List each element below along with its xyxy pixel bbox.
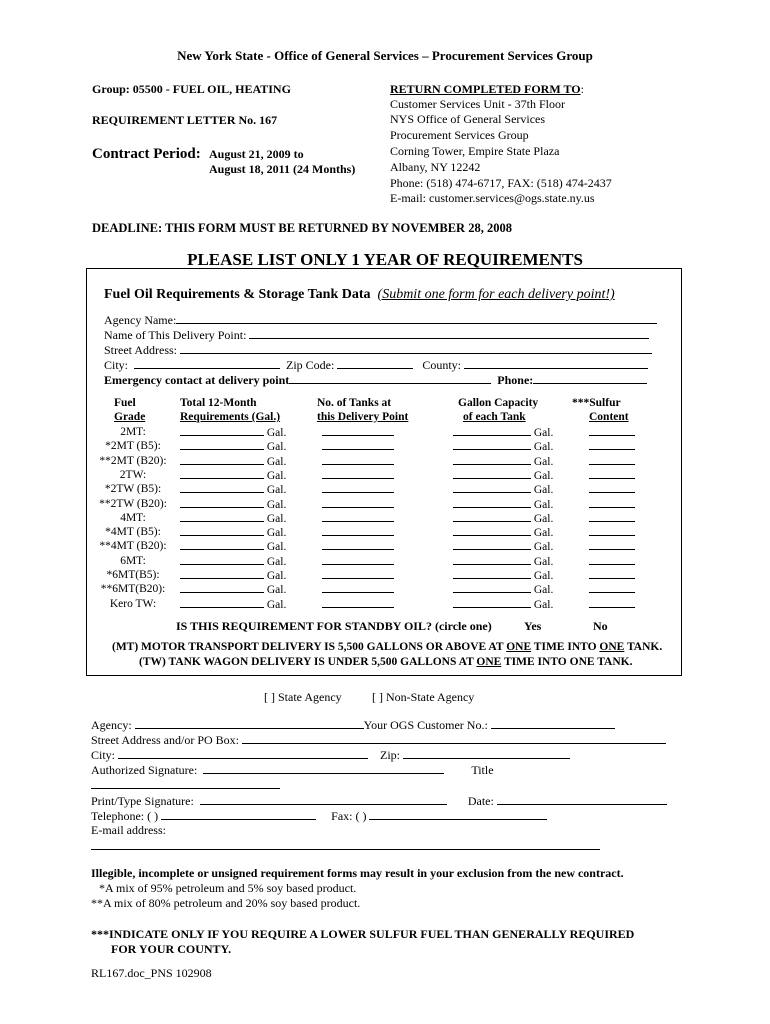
tank-count-cell <box>322 511 394 526</box>
tank-capacity-field[interactable] <box>453 539 531 550</box>
state-agency-checkbox[interactable]: [ ] State Agency <box>264 690 342 704</box>
col-tanks-2: this Delivery Point <box>317 411 409 423</box>
total-requirement-cell <box>180 568 286 583</box>
total-requirement-cell <box>180 497 286 512</box>
email-field[interactable] <box>91 838 600 850</box>
sulfur-content-field[interactable] <box>589 425 635 436</box>
signature-field[interactable] <box>203 762 444 774</box>
col-capacity-1: Gallon Capacity <box>458 397 539 409</box>
total-gal-unit: Gal. <box>266 599 287 611</box>
title-label: Title <box>471 763 494 777</box>
fuel-grade-row <box>0 497 770 511</box>
sulfur-content-field[interactable] <box>589 497 635 508</box>
sulfur-content-field[interactable] <box>589 597 635 608</box>
total-gal-unit: Gal. <box>266 541 287 553</box>
return-line: Customer Services Unit - 37th Floor <box>390 97 565 111</box>
customer-no-label: Your OGS Customer No.: <box>363 718 488 732</box>
sulfur-content-cell <box>589 497 635 512</box>
capacity-gal-unit: Gal. <box>533 441 554 453</box>
tank-count-field[interactable] <box>322 425 394 436</box>
tank-count-cell <box>322 597 394 612</box>
tank-count-cell <box>322 454 394 469</box>
mt-one-b: ONE <box>599 641 625 653</box>
capacity-gal-unit: Gal. <box>533 470 554 482</box>
total-requirement-field[interactable] <box>180 539 264 550</box>
tank-capacity-field[interactable] <box>453 525 531 536</box>
tank-capacity-field[interactable] <box>453 454 531 465</box>
mt-definition-b: TIME INTO <box>531 641 600 653</box>
box-title-text: Fuel Oil Requirements & Storage Tank Data <box>104 287 371 302</box>
total-gal-unit: Gal. <box>266 556 287 568</box>
total-requirement-field[interactable] <box>180 468 264 479</box>
contract-to: August 18, 2011 (24 Months) <box>209 162 356 176</box>
fuel-grade-row <box>0 482 770 496</box>
print-signature-label: Print/Type Signature: <box>91 794 194 808</box>
tank-count-field[interactable] <box>322 525 394 536</box>
total-requirement-field[interactable] <box>180 439 264 450</box>
capacity-gal-unit: Gal. <box>533 599 554 611</box>
sulfur-content-cell <box>589 454 635 469</box>
agency-name-row <box>104 312 657 328</box>
tank-count-field[interactable] <box>322 454 394 465</box>
sulfur-content-cell <box>589 539 635 554</box>
city-label: City: <box>104 358 129 372</box>
total-requirement-field[interactable] <box>180 582 264 593</box>
tank-count-field[interactable] <box>322 511 394 522</box>
grade-label: *2MT (B5): <box>105 440 161 452</box>
fuel-grade-row <box>0 468 770 482</box>
grade-label: 2MT: <box>120 426 146 438</box>
return-heading <box>390 82 584 97</box>
total-gal-unit: Gal. <box>266 584 287 596</box>
date-label: Date: <box>467 794 494 808</box>
total-requirement-cell <box>180 439 286 454</box>
grade-label: 2TW: <box>119 469 147 481</box>
tank-count-field[interactable] <box>322 468 394 479</box>
street-field[interactable] <box>180 342 652 354</box>
tank-capacity-cell <box>453 597 553 612</box>
return-heading-text: RETURN COMPLETED FORM TO <box>390 82 581 96</box>
col-sulfur-2: Content <box>589 411 629 423</box>
page-title: New York State - Office of General Services – Procurement Services Group <box>177 48 593 63</box>
total-requirement-field[interactable] <box>180 497 264 508</box>
total-requirement-cell <box>180 539 286 554</box>
grade-label: Kero TW: <box>109 598 157 610</box>
fuel-grade-row <box>0 597 770 611</box>
title-field[interactable] <box>91 777 280 789</box>
sulfur-content-cell <box>589 482 635 497</box>
tank-count-field[interactable] <box>322 497 394 508</box>
capacity-gal-unit: Gal. <box>533 456 554 468</box>
tank-capacity-cell <box>453 582 553 597</box>
capacity-gal-unit: Gal. <box>533 484 554 496</box>
sulfur-note-1: ***INDICATE ONLY IF YOU REQUIRE A LOWER SULFUR FUEL THAN GENERALLY REQUIRED <box>91 927 635 941</box>
sulfur-content-field[interactable] <box>589 568 635 579</box>
tw-definition <box>139 655 632 670</box>
tank-capacity-field[interactable] <box>453 482 531 493</box>
total-requirement-field[interactable] <box>180 568 264 579</box>
contact-zip-label: Zip: <box>380 748 401 762</box>
tank-count-cell <box>322 525 394 540</box>
col-sulfur-1: ***Sulfur <box>572 397 621 409</box>
total-requirement-field[interactable] <box>180 525 264 536</box>
total-gal-unit: Gal. <box>266 513 287 525</box>
tank-capacity-field[interactable] <box>453 568 531 579</box>
sulfur-content-cell <box>589 425 635 440</box>
total-requirement-field[interactable] <box>180 482 264 493</box>
contract-period-label: Contract Period: <box>92 146 201 162</box>
total-requirement-cell <box>180 525 286 540</box>
capacity-gal-unit: Gal. <box>533 513 554 525</box>
contact-city-field[interactable] <box>118 747 368 759</box>
sulfur-content-cell <box>589 554 635 569</box>
total-requirement-field[interactable] <box>180 454 264 465</box>
customer-no-field[interactable] <box>491 717 615 729</box>
b5-note: *A mix of 95% petroleum and 5% soy based product. <box>99 881 357 895</box>
total-requirement-field[interactable] <box>180 554 264 565</box>
tank-count-cell <box>322 582 394 597</box>
box-title <box>104 286 615 303</box>
grade-label: *6MT(B5): <box>106 569 160 581</box>
fax-field[interactable] <box>369 808 547 820</box>
tank-count-cell <box>322 468 394 483</box>
total-requirement-field[interactable] <box>180 597 264 608</box>
non-state-agency-checkbox[interactable]: [ ] Non-State Agency <box>372 690 475 704</box>
email-row <box>91 838 600 854</box>
signature-row <box>91 762 494 778</box>
agency-label: Agency: <box>91 718 132 732</box>
agency-row <box>91 717 615 733</box>
fuel-grade-row <box>0 525 770 539</box>
standby-question: IS THIS REQUIREMENT FOR STANDBY OIL? (circle one) <box>176 619 492 633</box>
fuel-grade-row <box>0 539 770 553</box>
tank-count-cell <box>322 425 394 440</box>
tank-capacity-field[interactable] <box>453 468 531 479</box>
sulfur-content-field[interactable] <box>589 468 635 479</box>
city-row <box>104 357 648 373</box>
agency-field[interactable] <box>135 717 364 729</box>
print-signature-row <box>91 793 667 809</box>
capacity-gal-unit: Gal. <box>533 556 554 568</box>
col-total-2: Requirements (Gal.) <box>180 411 281 423</box>
fax-label: Fax: ( ) <box>331 809 367 823</box>
grade-label: *4MT (B5): <box>105 526 161 538</box>
tw-definition-a: (TW) TANK WAGON DELIVERY IS UNDER 5,500 GALLONS AT <box>139 656 477 668</box>
sulfur-content-cell <box>589 468 635 483</box>
tank-capacity-field[interactable] <box>453 497 531 508</box>
fuel-grade-row <box>0 554 770 568</box>
tank-capacity-field[interactable] <box>453 511 531 522</box>
tank-count-field[interactable] <box>322 439 394 450</box>
total-gal-unit: Gal. <box>266 527 287 539</box>
sulfur-content-cell <box>589 439 635 454</box>
total-requirement-cell <box>180 582 286 597</box>
tw-definition-b: TIME INTO ONE TANK. <box>501 656 633 668</box>
tank-count-cell <box>322 568 394 583</box>
total-gal-unit: Gal. <box>266 427 287 439</box>
total-gal-unit: Gal. <box>266 456 287 468</box>
fuel-grade-row <box>0 568 770 582</box>
street-label: Street Address: <box>104 343 177 357</box>
grade-label: **2TW (B20): <box>99 498 167 510</box>
sulfur-content-cell <box>589 568 635 583</box>
col-tanks-1: No. of Tanks at <box>317 397 392 409</box>
address-field[interactable] <box>242 732 666 744</box>
city-field[interactable] <box>134 357 280 369</box>
sulfur-content-field[interactable] <box>589 511 635 522</box>
col-fuel-2: Grade <box>114 411 146 423</box>
tank-count-field[interactable] <box>322 539 394 550</box>
email-label: E-mail address: <box>91 823 166 837</box>
total-requirement-field[interactable] <box>180 511 264 522</box>
tank-capacity-cell <box>453 568 553 583</box>
tank-count-field[interactable] <box>322 597 394 608</box>
fuel-grade-row <box>0 511 770 525</box>
return-line: Procurement Services Group <box>390 128 529 142</box>
sulfur-content-cell <box>589 582 635 597</box>
emergency-field[interactable] <box>289 372 491 384</box>
telephone-row <box>91 808 547 824</box>
grade-label: **4MT (B20): <box>99 540 167 552</box>
box-subtitle: (Submit one form for each delivery point!) <box>377 287 615 302</box>
signature-label: Authorized Signature: <box>91 763 198 777</box>
fuel-grade-row <box>0 439 770 453</box>
tank-count-cell <box>322 439 394 454</box>
return-line: Phone: (518) 474-6717, FAX: (518) 474-2437 <box>390 176 612 190</box>
sulfur-content-field[interactable] <box>589 582 635 593</box>
tank-count-field[interactable] <box>322 554 394 565</box>
standby-yes[interactable]: Yes <box>524 619 542 633</box>
print-signature-field[interactable] <box>200 793 447 805</box>
tank-capacity-cell <box>453 539 553 554</box>
mt-definition <box>112 640 662 655</box>
capacity-gal-unit: Gal. <box>533 427 554 439</box>
tank-capacity-field[interactable] <box>453 439 531 450</box>
col-total-1: Total 12-Month <box>180 397 257 409</box>
contact-zip-field[interactable] <box>403 747 570 759</box>
total-gal-unit: Gal. <box>266 484 287 496</box>
emergency-label: Emergency contact at delivery point <box>104 373 290 387</box>
fuel-grade-row <box>0 582 770 596</box>
tank-count-field[interactable] <box>322 582 394 593</box>
sulfur-content-field[interactable] <box>589 554 635 565</box>
sulfur-content-field[interactable] <box>589 454 635 465</box>
col-capacity-2: of each Tank <box>463 411 526 423</box>
agency-name-field[interactable] <box>176 312 657 324</box>
total-requirement-cell <box>180 597 286 612</box>
telephone-field[interactable] <box>161 808 316 820</box>
sulfur-content-field[interactable] <box>589 525 635 536</box>
phone-label: Phone: <box>497 373 534 387</box>
sulfur-note-2: FOR YOUR COUNTY. <box>111 942 232 956</box>
emergency-row <box>104 372 647 388</box>
contact-city-label: City: <box>91 748 116 762</box>
return-heading-colon: : <box>580 82 584 96</box>
tank-capacity-cell <box>453 511 553 526</box>
tank-capacity-field[interactable] <box>453 554 531 565</box>
return-line: Corning Tower, Empire State Plaza <box>390 144 560 158</box>
phone-field[interactable] <box>533 372 647 384</box>
group-label: Group: 05500 - FUEL OIL, HEATING <box>92 82 291 96</box>
tank-count-field[interactable] <box>322 482 394 493</box>
tank-capacity-field[interactable] <box>453 597 531 608</box>
tank-capacity-field[interactable] <box>453 582 531 593</box>
tank-count-cell <box>322 482 394 497</box>
fuel-grade-row <box>0 425 770 439</box>
sulfur-content-field[interactable] <box>589 439 635 450</box>
total-requirement-cell <box>180 554 286 569</box>
grade-label: 6MT: <box>120 555 146 567</box>
total-gal-unit: Gal. <box>266 570 287 582</box>
grade-label: **2MT (B20): <box>99 455 167 467</box>
capacity-gal-unit: Gal. <box>533 584 554 596</box>
return-email: E-mail: customer.services@ogs.state.ny.us <box>390 191 595 205</box>
capacity-gal-unit: Gal. <box>533 527 554 539</box>
total-gal-unit: Gal. <box>266 470 287 482</box>
title-line-row <box>91 777 280 793</box>
delivery-point-field[interactable] <box>249 327 649 339</box>
total-gal-unit: Gal. <box>266 499 287 511</box>
tank-count-field[interactable] <box>322 568 394 579</box>
capacity-gal-unit: Gal. <box>533 570 554 582</box>
tank-capacity-cell <box>453 439 553 454</box>
tank-capacity-cell <box>453 554 553 569</box>
capacity-gal-unit: Gal. <box>533 541 554 553</box>
return-line: Albany, NY 12242 <box>390 160 481 174</box>
tw-one: ONE <box>476 656 502 668</box>
contact-city-row <box>91 747 570 763</box>
total-requirement-cell <box>180 468 286 483</box>
grade-label: **6MT(B20): <box>100 583 166 595</box>
mt-one-a: ONE <box>506 641 532 653</box>
sulfur-content-cell <box>589 511 635 526</box>
document-footer: RL167.doc_PNS 102908 <box>91 966 212 980</box>
tank-capacity-cell <box>453 525 553 540</box>
delivery-point-label: Name of This Delivery Point: <box>104 328 247 342</box>
tank-capacity-cell <box>453 468 553 483</box>
capacity-gal-unit: Gal. <box>533 499 554 511</box>
requirement-letter: REQUIREMENT LETTER No. 167 <box>92 113 278 127</box>
date-field[interactable] <box>497 793 667 805</box>
tank-count-cell <box>322 554 394 569</box>
agency-name-label: Agency Name: <box>104 313 177 327</box>
county-label: County: <box>422 358 462 372</box>
fuel-grade-row <box>0 454 770 468</box>
sulfur-content-field[interactable] <box>589 482 635 493</box>
requirements-heading: PLEASE LIST ONLY 1 YEAR OF REQUIREMENTS <box>187 250 583 269</box>
contract-from: August 21, 2009 to <box>209 147 304 161</box>
sulfur-content-cell <box>589 597 635 612</box>
tank-capacity-cell <box>453 497 553 512</box>
total-gal-unit: Gal. <box>266 441 287 453</box>
tank-capacity-cell <box>453 482 553 497</box>
col-fuel-1: Fuel <box>114 397 136 409</box>
tank-capacity-cell <box>453 425 553 440</box>
address-row <box>91 732 666 748</box>
county-field[interactable] <box>464 357 648 369</box>
illegible-warning: Illegible, incomplete or unsigned requirement forms may result in your exclusion from the new contract. <box>91 866 624 880</box>
tank-count-cell <box>322 497 394 512</box>
street-row <box>104 342 652 358</box>
total-requirement-cell <box>180 425 286 440</box>
tank-count-cell <box>322 539 394 554</box>
deadline-notice: DEADLINE: THIS FORM MUST BE RETURNED BY NOVEMBER 28, 2008 <box>92 221 512 235</box>
sulfur-content-field[interactable] <box>589 539 635 550</box>
mt-definition-c: TANK. <box>624 641 663 653</box>
total-requirement-field[interactable] <box>180 425 264 436</box>
total-requirement-cell <box>180 482 286 497</box>
address-label: Street Address and/or PO Box: <box>91 733 239 747</box>
b20-note: **A mix of 80% petroleum and 20% soy based product. <box>91 896 361 910</box>
standby-no[interactable]: No <box>593 619 608 633</box>
tank-capacity-field[interactable] <box>453 425 531 436</box>
tank-capacity-cell <box>453 454 553 469</box>
mt-definition-a: (MT) MOTOR TRANSPORT DELIVERY IS 5,500 GALLONS OR ABOVE AT <box>112 641 507 653</box>
zip-label: Zip Code: <box>286 358 335 372</box>
zip-field[interactable] <box>337 357 413 369</box>
grade-label: *2TW (B5): <box>104 483 162 495</box>
grade-label: 4MT: <box>120 512 146 524</box>
delivery-point-row <box>104 327 649 343</box>
total-requirement-cell <box>180 511 286 526</box>
return-line: NYS Office of General Services <box>390 112 546 126</box>
telephone-label: Telephone: ( ) <box>91 809 159 823</box>
sulfur-content-cell <box>589 525 635 540</box>
total-requirement-cell <box>180 454 286 469</box>
